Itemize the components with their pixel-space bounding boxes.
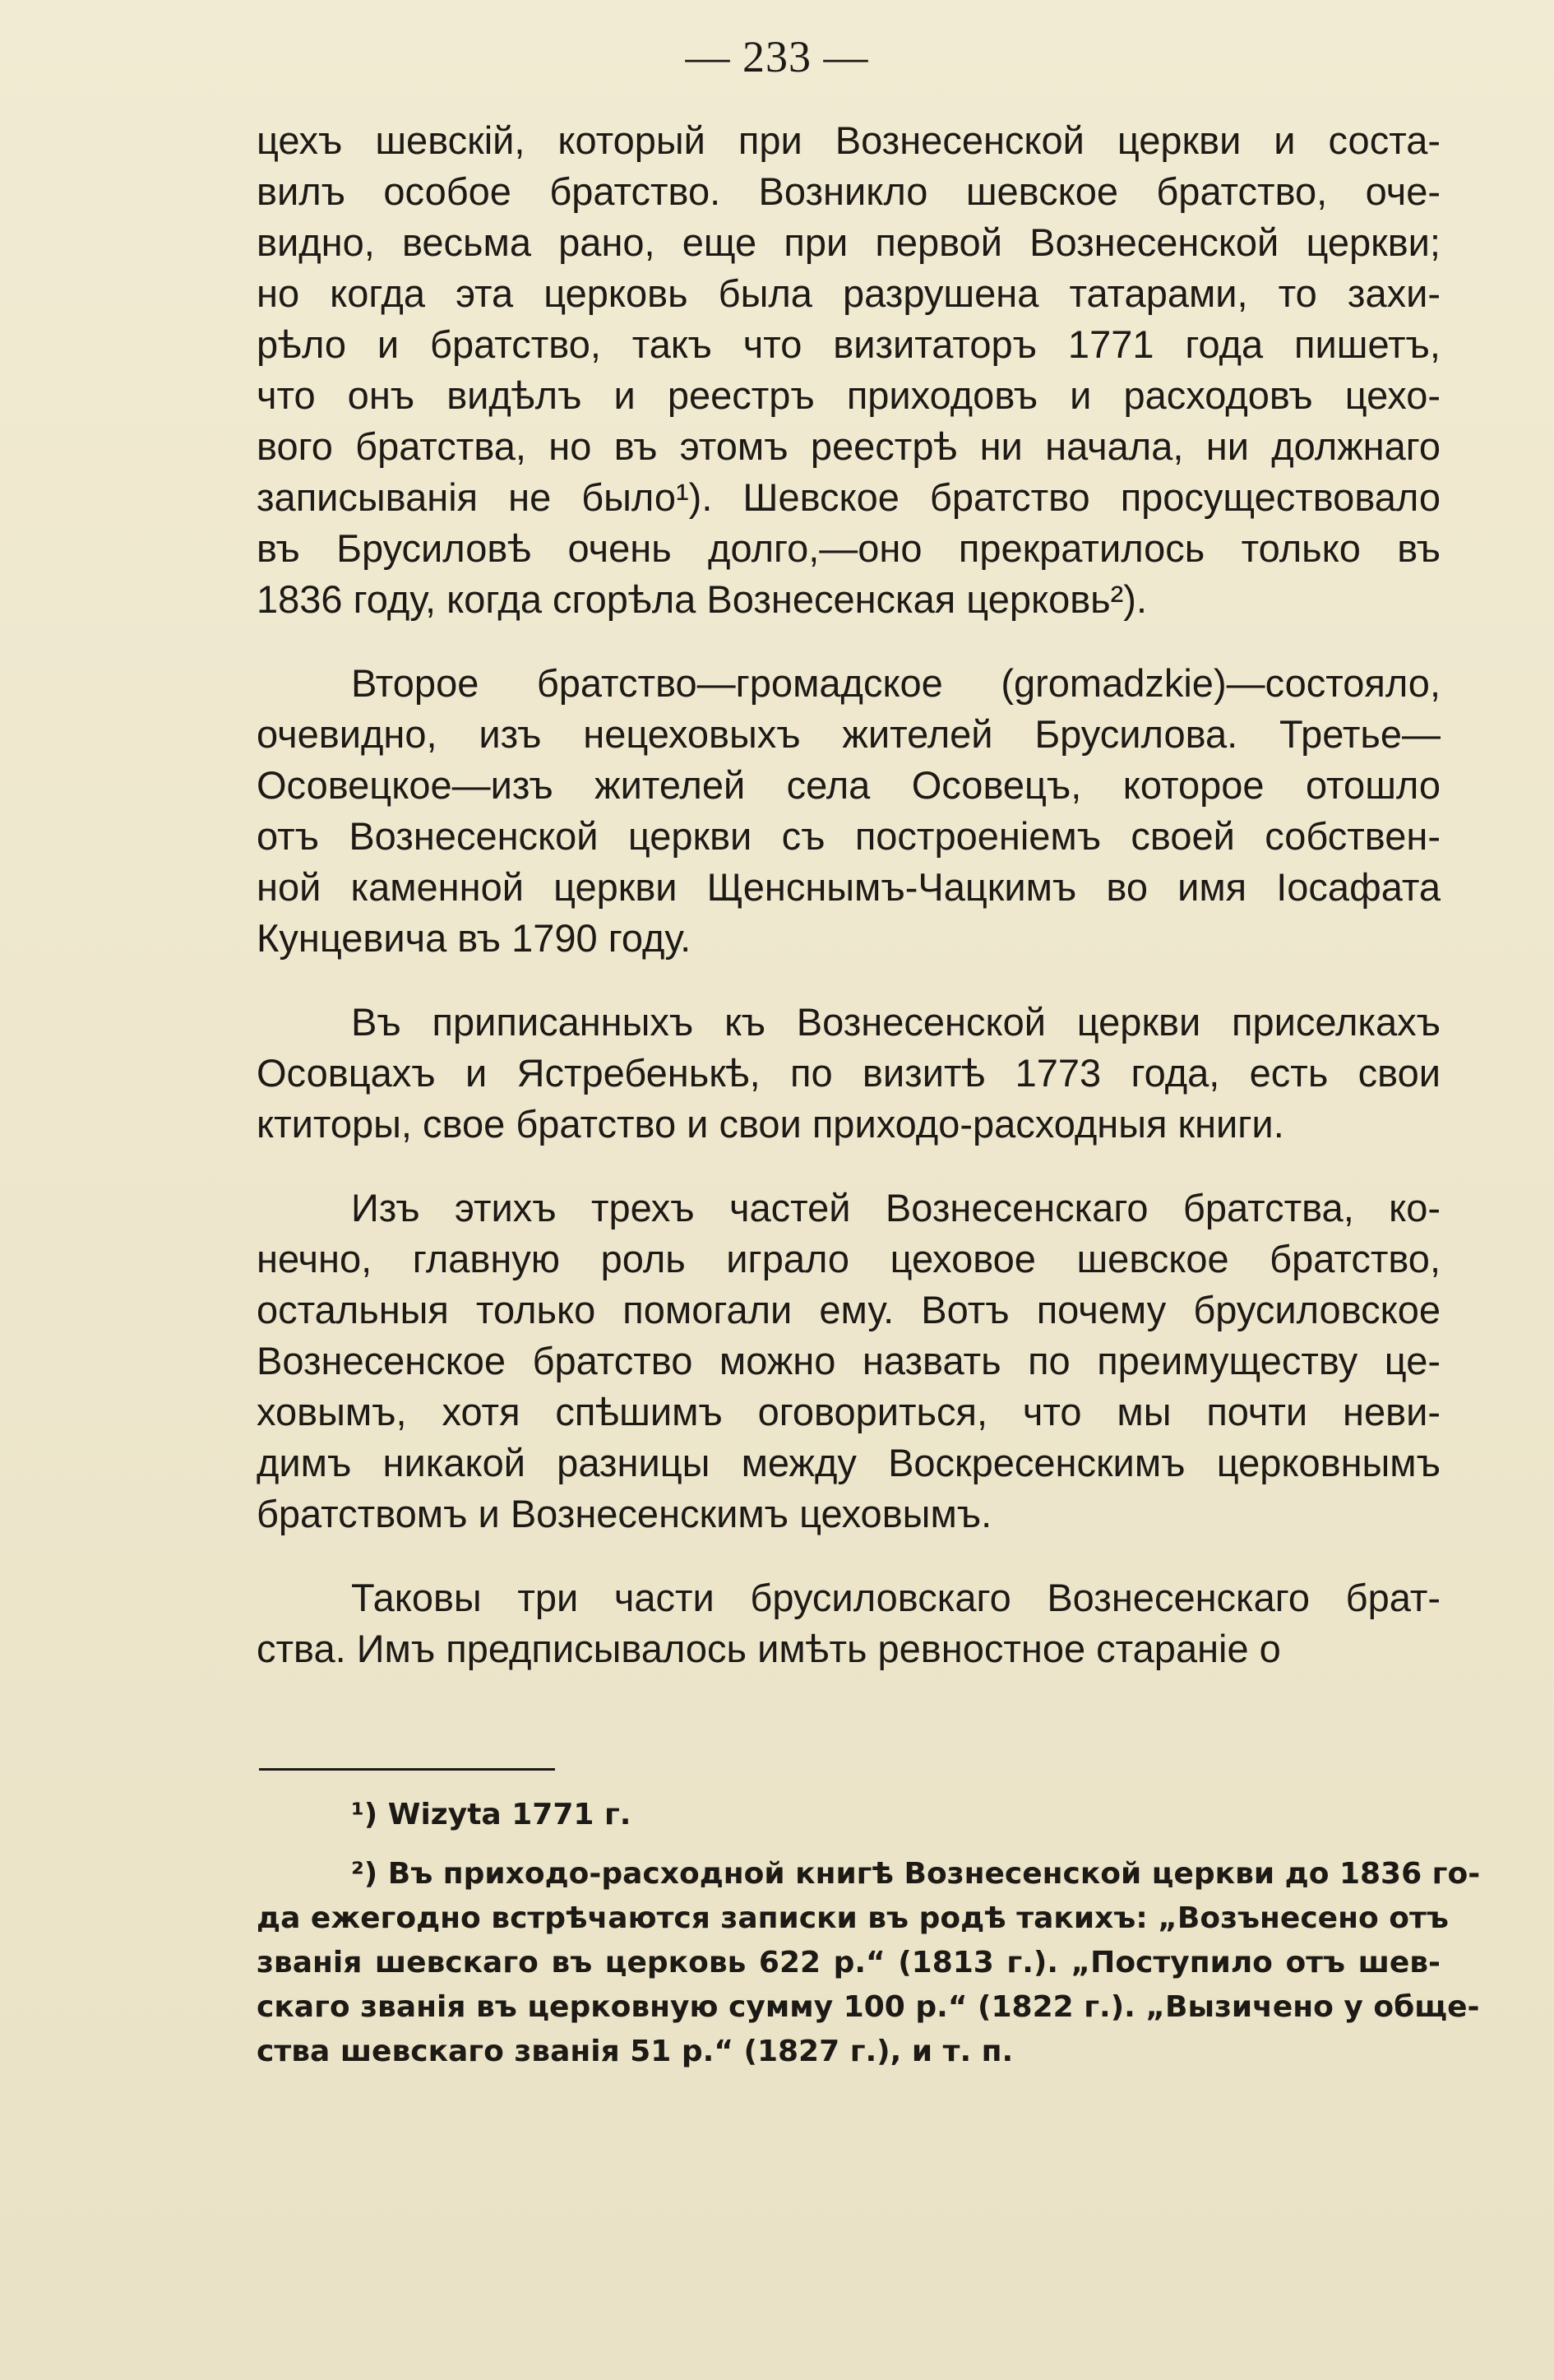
text-line: видно, весьма рано, еще при первой Вознесенской церкви;: [257, 220, 1441, 264]
footnote-line: званія шевскаго въ церковь 622 р.“ (1813 г.). „Поступило отъ шев-: [257, 1946, 1441, 1979]
text-line: остальныя только помогали ему. Вотъ почему брусиловское: [257, 1288, 1441, 1331]
text-line: ства. Имъ предписывалось имѣть ревностное стараніе о: [257, 1627, 1281, 1670]
footnote-line: да ежегодно встрѣчаются записки въ родѣ такихъ: „Возънесено отъ: [257, 1901, 1449, 1935]
text-line: Изъ этихъ трехъ частей Вознесенскаго братства, ко-: [351, 1186, 1441, 1229]
text-line: Вознесенское братство можно назвать по преимуществу це-: [257, 1339, 1441, 1382]
text-line: 1836 году, когда сгорѣла Вознесенская церковь²).: [257, 577, 1148, 621]
footnote-line: скаго званія въ церковную сумму 100 р.“ (1822 г.). „Вызичено у обще-: [257, 1990, 1480, 2024]
text-line: ктиторы, свое братство и свои приходо-расходныя книги.: [257, 1102, 1284, 1146]
text-line: нечно, главную роль играло цеховое шевское братство,: [257, 1237, 1441, 1280]
footnote: [257, 1852, 1481, 2074]
footnote-line: ¹) Wizyta 1771 г.: [351, 1798, 631, 1831]
text-line: ховымъ, хотя спѣшимъ оговориться, что мы почти неви-: [257, 1390, 1441, 1433]
text-line: братствомъ и Вознесенскимъ цеховымъ.: [257, 1492, 992, 1535]
paragraph: [257, 997, 1441, 1150]
text-line: Второе братство—громадское (gromadzkie)—состояло,: [351, 661, 1441, 705]
paragraph: [257, 1572, 1441, 1674]
text-line: что онъ видѣлъ и реестръ приходовъ и расходовъ цехо-: [257, 373, 1441, 417]
text-line: въ Брусиловѣ очень долго,—оно прекратилось только въ: [257, 526, 1441, 570]
text-line: рѣло и братство, такъ что визитаторъ 1771 года пишетъ,: [257, 322, 1441, 366]
text-line: очевидно, изъ нецеховыхъ жителей Брусилова. Третье—: [257, 712, 1441, 756]
footnote-line: ²) Въ приходо-расходной книгѣ Вознесенской церкви до 1836 го-: [351, 1857, 1481, 1891]
paragraph: [257, 115, 1441, 625]
text-line: но когда эта церковь была разрушена татарами, то захи-: [257, 271, 1441, 315]
footnotes: [257, 1793, 1481, 2089]
text-line: вого братства, но въ этомъ реестрѣ ни начала, ни должнаго: [257, 424, 1441, 468]
text-line: записыванія не было¹). Шевское братство просуществовало: [257, 475, 1441, 519]
footnote: [257, 1793, 1441, 1837]
text-line: Въ приписанныхъ къ Вознесенской церкви приселкахъ: [351, 1000, 1441, 1044]
page-number: — 233 —: [685, 32, 869, 81]
footnote-line: ства шевскаго званія 51 р.“ (1827 г.), и т. п.: [257, 2035, 1014, 2068]
text-line: ной каменной церкви Щенснымъ-Чацкимъ во имя Іосафата: [257, 865, 1441, 909]
text-line: Кунцевича въ 1790 году.: [257, 916, 691, 960]
text-line: Осовецкое—изъ жителей села Осовецъ, которое отошло: [257, 763, 1441, 807]
text-line: димъ никакой разницы между Воскресенскимъ церковнымъ: [257, 1441, 1441, 1484]
paragraph: [257, 658, 1441, 964]
text-line: Таковы три части брусиловскаго Вознесенскаго брат-: [351, 1576, 1441, 1619]
text-line: Осовцахъ и Ястребенькѣ, по визитѣ 1773 года, есть свои: [257, 1051, 1441, 1095]
text-line: отъ Вознесенской церкви съ построеніемъ своей собствен-: [257, 814, 1441, 858]
text-line: вилъ особое братство. Возникло шевское братство, оче-: [257, 169, 1441, 213]
paragraph: [257, 1183, 1441, 1540]
text-line: цехъ шевскій, который при Вознесенской церкви и соста-: [257, 118, 1441, 162]
footnote-divider: [259, 1768, 555, 1771]
main-text: [257, 115, 1441, 1707]
